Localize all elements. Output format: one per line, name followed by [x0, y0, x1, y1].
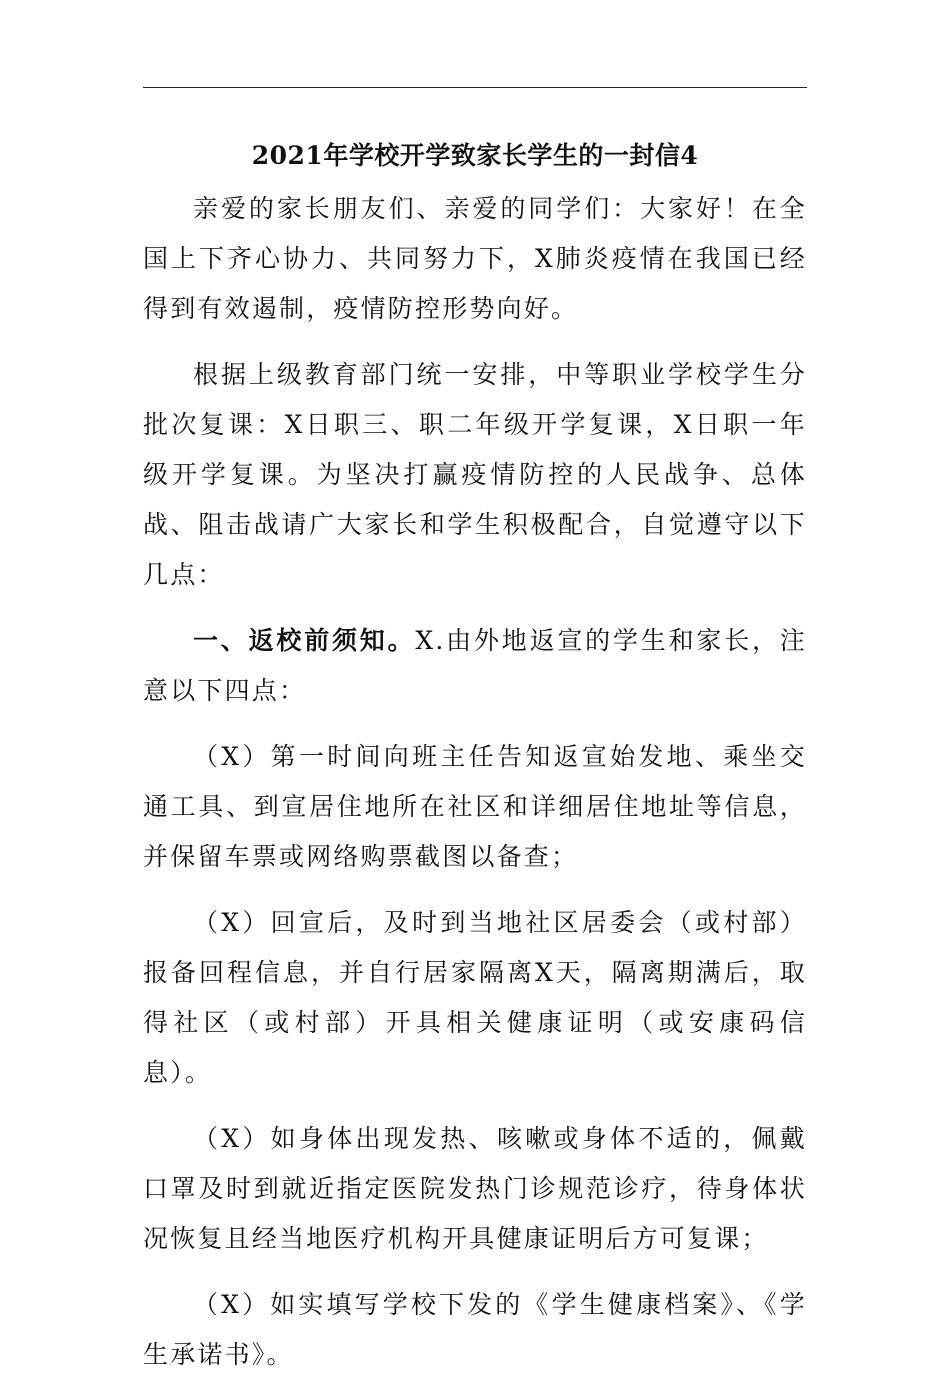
paragraph-item-4: （X）如实填写学校下发的《学生健康档案》、《学生承诺书》。 [143, 1290, 807, 1369]
document-body [143, 184, 807, 1380]
document-title: 2021年学校开学致家长学生的一封信4 [251, 141, 699, 170]
paragraph-item-1: （X）第一时间向班主任告知返宣始发地、乘坐交通工具、到宣居住地所在社区和详细居住地址等信息，并保留车票或网络购票截图以备查； [143, 742, 807, 871]
paragraph-section-one: 一、返校前须知。X.由外地返宣的学生和家长，注意以下四点： [143, 626, 807, 705]
paragraph-greeting: 亲爱的家长朋友们、亲爱的同学们：大家好！在全国上下齐心协力、共同努力下，X肺炎疫情在我国已经得到有效遏制，疫情防控形势向好。 [143, 194, 807, 323]
paragraph-item-2: （X）回宣后，及时到当地社区居委会（或村部）报备回程信息，并自行居家隔离X天，隔离期满后，取得社区（或村部）开具相关健康证明（或安康码信息）。 [143, 908, 807, 1087]
section-heading: 一、返校前须知。 [193, 626, 416, 655]
paragraph-schedule: 根据上级教育部门统一安排，中等职业学校学生分批次复课：X日职三、职二年级开学复课，X日职一年级开学复课。为坚决打赢疫情防控的人民战争、总体战、阻击战请广大家长和学生积极配合，自觉遵守以下几点： [143, 360, 807, 589]
header-rule [143, 87, 807, 88]
paragraph-item-3: （X）如身体出现发热、咳嗽或身体不适的，佩戴口罩及时到就近指定医院发热门诊规范诊疗，待身体状况恢复且经当地医疗机构开具健康证明后方可复课； [143, 1124, 807, 1253]
